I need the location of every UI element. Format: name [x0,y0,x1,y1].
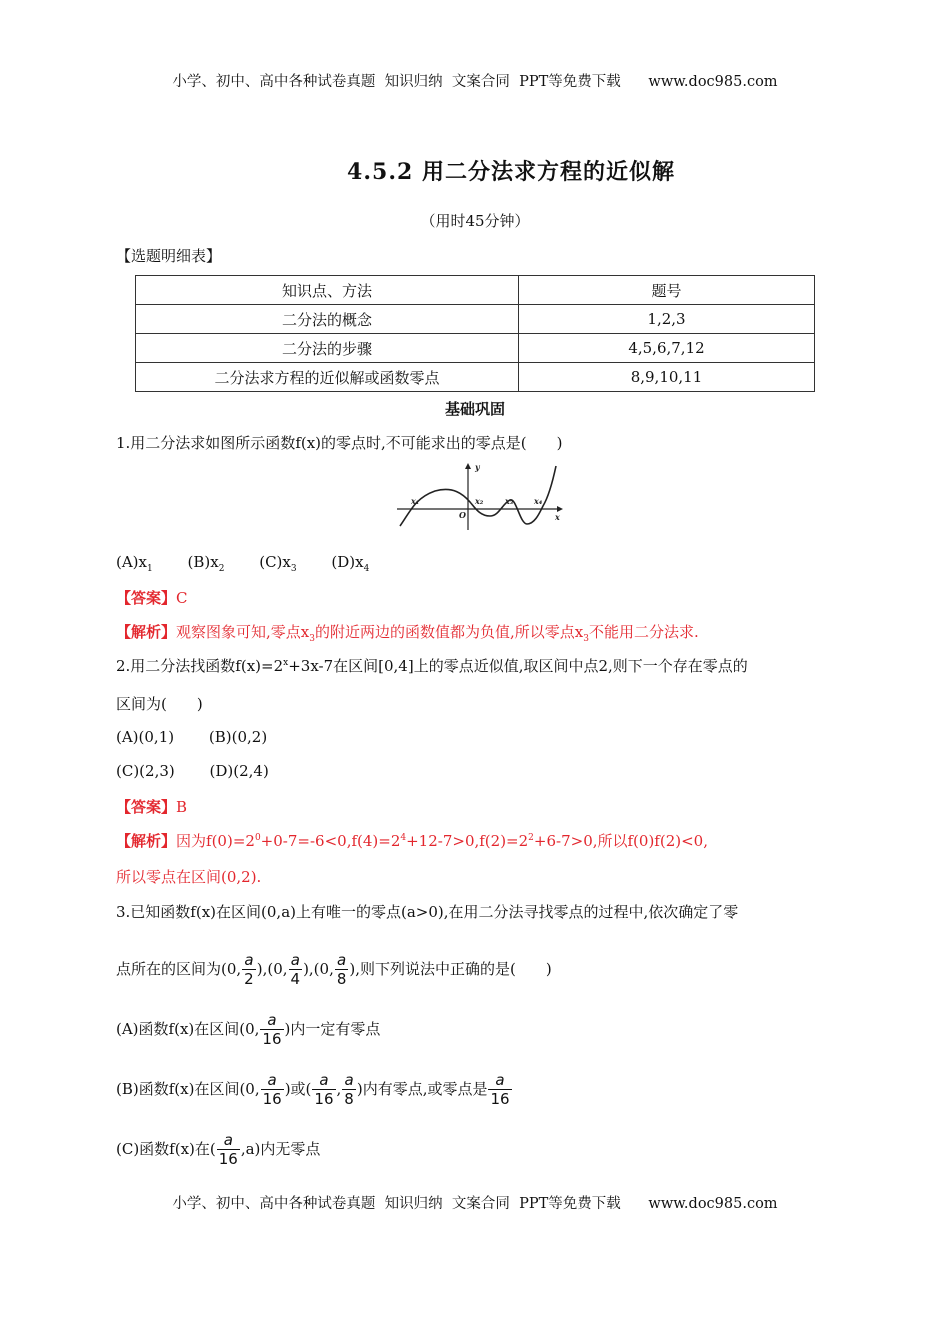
topic-table [135,275,815,392]
q1-stem: 1.用二分法求如图所示函数f(x)的零点时,不可能求出的零点是( ) [116,434,563,452]
q2-option-b: (B)(0,2) [208,728,268,746]
table-header-row [136,276,815,305]
q1-analysis: 【解析】观察图象可知,零点$x_3$的附近两边的函数值都为负值,所以零点$x_3$不能用二分法求. [116,623,699,644]
answer-label: 【答案】 [116,589,177,607]
analysis-label: 【解析】 [116,623,177,641]
q2-stem: 2.用二分法找函数$f(x)=2^x+3x-7$在区间[0,4]上的零点近似值,取区间中点2,则下一个存在零点的 [116,657,748,675]
table-row [136,305,815,334]
q1-option-c: $(C)x_3$ [259,553,297,574]
page-footer: 小学、初中、高中各种试卷真题 知识归纳 文案合同 PPT等免费下载 www.doc985.com [172,1196,778,1212]
q2-options-row1 [116,728,297,746]
table-cell: 二分法的步骤 [136,334,519,363]
q2-analysis-line2: 所以零点在区间(0,2). [116,868,262,886]
answer-value: C [176,589,188,607]
q2-analysis: 【解析】因为$f(0)=2^0+0-7=-6<0,f(4)=2^4+12-7>0,f(2)=2^2+6-7>0$,所以f(0)f(2)<0, [116,832,708,850]
page-header: 小学、初中、高中各种试卷真题 知识归纳 文案合同 PPT等免费下载 www.doc985.com [172,74,778,90]
page-title: 4.5.2 用二分法求方程的近似解 [347,159,675,185]
table-cell: 1,2,3 [519,305,815,334]
q3-stem: 3.已知函数f(x)在区间(0,a)上有唯一的零点(a>0),在用二分法寻找零点的过程中,依次确定了零 [116,903,739,921]
y-axis-arrow [465,463,471,469]
q1-options [116,553,399,574]
y-axis-label: y [475,462,480,472]
q3-option-b: (B)函数f(x)在区间(0, $\frac{a}{16}$ )或( $\frac{a}{16}$ , $\frac{a}{8}$ )内有零点,或零点是 $\frac{a}{16}$ [116,1071,510,1108]
q1-option-d: $(D)x_4$ [331,553,370,574]
analysis-label: 【解析】 [116,832,177,850]
fraction: $\frac{a}{16}$ [218,1131,238,1168]
x4-label: x₄ [534,496,543,506]
fraction: $\frac{a}{8}$ [344,1071,354,1108]
table-row [136,363,815,392]
table-cell: 8,9,10,11 [519,363,815,392]
answer-label: 【答案】 [116,798,177,816]
table-label: 【选题明细表】 [116,247,222,265]
section-heading: 基础巩固 [444,400,505,418]
fraction: $\frac{a}{16}$ [314,1071,334,1108]
q2-answer [116,796,187,817]
q3-option-c: (C)函数f(x)在( $\frac{a}{16}$ ,a)内无零点 [116,1131,321,1168]
table-cell: 4,5,6,7,12 [519,334,815,363]
q2-option-a: (A)(0,1) [116,728,175,746]
q1-option-b: $(B)x_2$ [187,553,225,574]
q3-stem-line2: 点所在的区间为(0, $\frac{a}{2}$ ),(0, $\frac{a}{4}$ ),(0, $\frac{a}{8}$ ),则下列说法中正确的是( ) [116,951,552,988]
table-cell: 二分法求方程的近似解或函数零点 [136,363,519,392]
q1-option-a: $(A)x_1$ [116,553,153,574]
x-axis-label: x [555,512,560,522]
answer-value: B [176,798,188,816]
x3-label: x₃ [505,496,514,506]
q2-stem-line2: 区间为( ) [116,695,203,713]
q2-option-d: (D)(2,4) [209,762,269,780]
origin-label: O [459,510,466,520]
fraction: $\frac{a}{16}$ [262,1071,282,1108]
table-row [136,334,815,363]
x1-label: x₁ [411,496,420,506]
fraction: $\frac{a}{16}$ [490,1071,510,1108]
q2-option-c: (C)(2,3) [116,762,175,780]
table-header-cell: 知识点、方法 [136,276,519,305]
table-cell: 二分法的概念 [136,305,519,334]
table-header-cell: 题号 [519,276,815,305]
fraction: $\frac{a}{2}$ [244,951,254,988]
x2-label: x₂ [475,496,484,506]
fraction: $\frac{a}{4}$ [290,951,301,988]
fraction: $\frac{a}{16}$ [262,1011,282,1048]
q1-answer [116,587,188,608]
page-subtitle: （用时45分钟） [420,212,530,230]
q3-option-a: (A)函数f(x)在区间(0, $\frac{a}{16}$ )内一定有零点 [116,1011,381,1048]
fraction: $\frac{a}{8}$ [336,951,347,988]
q2-options-row2 [116,762,299,780]
function-graph [395,460,565,532]
